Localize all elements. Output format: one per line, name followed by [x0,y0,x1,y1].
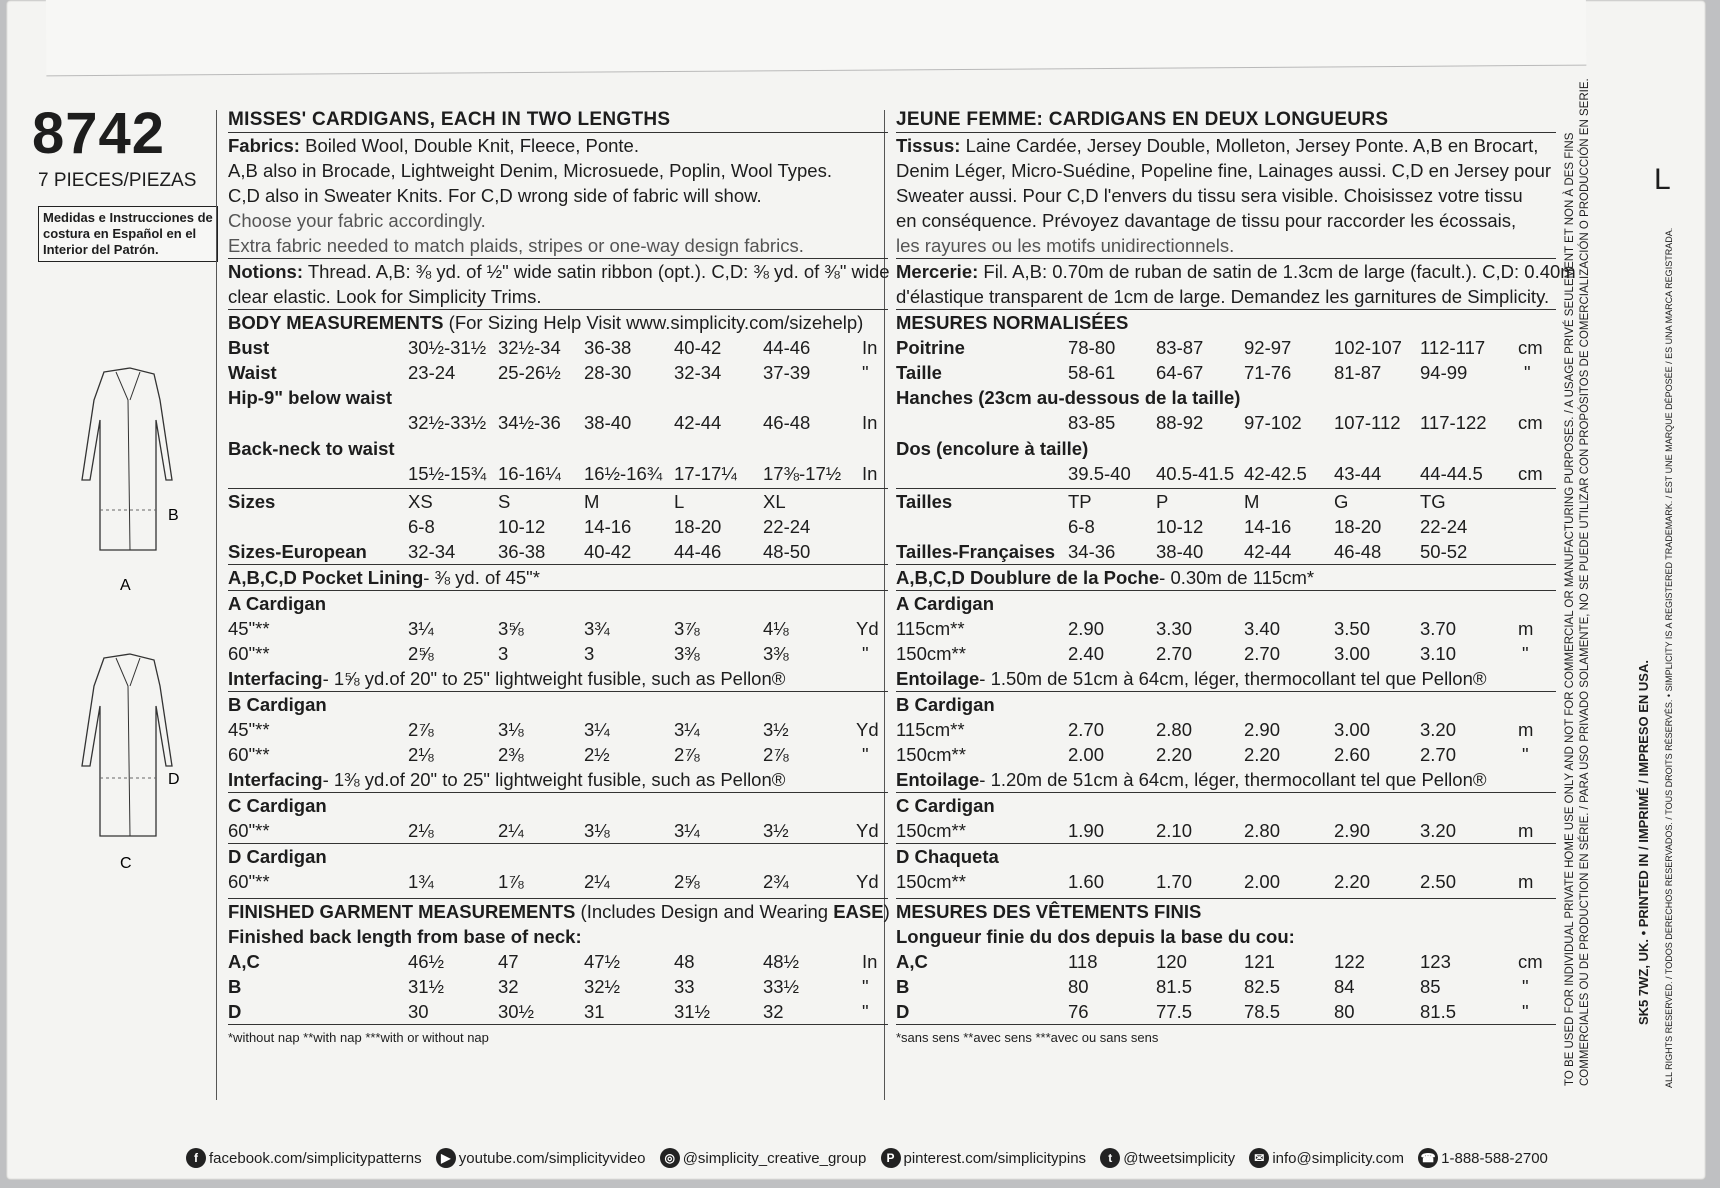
waist-row: Waist 23-24 25-26½ 28-30 32-34 37-39 " [228,362,869,383]
tissus-line-2: Denim Léger, Micro-Suédine, Popeline fine, Lainages aussi. C,D en Jersey pour [896,160,1552,181]
notions-line-1: Notions: Thread. A,B: ⅜ yd. of ½" wide satin ribbon (opt.). C,D: ⅜ yd. of ⅜" wide [228,261,890,282]
a-60-row: 60"** 2⅝ 3 3 3⅜ 3⅜ " [228,643,869,664]
tissus-line-5: les rayures ou les motifs unidirectionnels. [896,235,1235,256]
english-column [228,107,888,1050]
a-45-row: 45"** 3¼ 3⅝ 3¾ 3⅞ 4⅛ Yd [228,618,879,639]
fabrics-line-4: Choose your fabric accordingly. [228,210,486,231]
usage-notice-1: TO BE USED FOR INDIVIDUAL PRIVATE HOME USE ONLY AND NOT FOR COMMERCIAL OR MANUFACTURING PURPOSES. / A USAGE PRIVÉ SEULEMENT ET NON À DES FINS [1564,132,1576,1086]
sketch-label-c: C [120,855,132,872]
fr-a-150-row: 150cm** 2.40 2.70 2.70 3.00 3.10 " [896,643,1529,664]
tissus-line-4: en conséquence. Prévoyez davantage de tissu pour raccorder les écossais, [896,210,1517,231]
fr-finished-d-row: D 76 77.5 78.5 80 81.5 " [896,1001,1529,1022]
french-title: JEUNE FEMME: CARDIGANS EN DEUX LONGUEURS [896,109,1389,130]
dos-row: 39.5-40 40.5-41.5 42-42.5 43-44 44-44.5 cm [1068,463,1543,484]
fabrics-line-5: Extra fabric needed to match plaids, stripes or one-way design fabrics. [228,235,804,256]
fr-finished-b-row: B 80 81.5 82.5 84 85 " [896,976,1529,997]
dos-label: Dos (encolure à taille) [896,438,1089,459]
finis-heading: MESURES DES VÊTEMENTS FINIS [896,901,1202,922]
sizes-number-row: 6-8 10-12 14-16 18-20 22-24 [408,516,811,537]
email-icon: ✉ [1249,1148,1269,1168]
backneck-row: 15½-15¾ 16-16¼ 16½-16¾ 17-17¼ 17⅜-17½ In [408,463,878,484]
finished-measurements-heading: FINISHED GARMENT MEASUREMENTS (Includes Design and Wearing EASE) [228,901,890,922]
social-links [186,1148,1558,1168]
pocket-lining: A,B,C,D Pocket Lining- ⅜ yd. of 45"* [228,567,540,588]
fr-c-150-row: 150cm** 1.90 2.10 2.80 2.90 3.20 m [896,820,1534,841]
fr-b-entoilage: Entoilage- 1.20m de 51cm à 64cm, léger, thermocollant tel que Pellon® [896,769,1487,790]
facebook-link[interactable]: facebook.com/simplicitypatterns [209,1149,422,1167]
longueur-label: Longueur finie du dos depuis la base du cou: [896,926,1295,947]
d-cardigan-label: D Cardigan [228,846,327,867]
d-60-row: 60"** 1¾ 1⅞ 2¼ 2⅝ 2¾ Yd [228,871,879,892]
sketch-label-a: A [120,577,131,594]
tissus-line-3: Sweater aussi. Pour C,D l'envers du tissu sera visible. Choisissez votre tissu [896,185,1523,206]
rights-reserved: ALL RIGHTS RESERVED. / TODOS DERECHOS RESERVADOS. / TOUS DROITS RÉSERVÉS. • SIMPLICITY IS A REGISTERED TRADEMARK. / EST UNE MARQUE DÉPOSÉE / ES UNA MARCA REGISTRADA. [1664,227,1674,1088]
hanches-row: 83-85 88-92 97-102 107-112 117-122 cm [1068,412,1543,433]
b-60-row: 60"** 2⅛ 2⅜ 2½ 2⅞ 2⅞ " [228,744,869,765]
fr-b-150-row: 150cm** 2.00 2.20 2.20 2.60 2.70 " [896,744,1529,765]
size-letter: L [1654,163,1671,196]
twitter-icon: t [1100,1148,1120,1168]
sketch-label-d: D [168,771,180,788]
printed-in: SK5 7WZ, UK. • PRINTED IN / IMPRIMÉ / IMPRESO EN USA. [1636,660,1651,1025]
finished-ac-row: A,C 46½ 47 47½ 48 48½ In [228,951,878,972]
poitrine-row: Poitrine 78-80 83-87 92-97 102-107 112-117 cm [896,337,1543,358]
fr-c-cardigan-label: C Cardigan [896,795,995,816]
c-cardigan-label: C Cardigan [228,795,327,816]
sizes-european-row: Sizes-European 32-34 36-38 40-42 44-46 48-50 [228,541,811,562]
phone-icon: ☎ [1418,1148,1438,1168]
mesures-heading: MESURES NORMALISÉES [896,312,1129,333]
fr-b-115-row: 115cm** 2.70 2.80 2.90 3.00 3.20 m [896,719,1534,740]
english-title: MISSES' CARDIGANS, EACH IN TWO LENGTHS [228,109,671,130]
pattern-envelope-back [6,0,1706,1180]
sketch-label-b: B [168,507,179,524]
mercerie-line-2: d'élastique transparent de 1cm de large. Demandez les garnitures de Simplicity. [896,286,1550,307]
b-cardigan-label: B Cardigan [228,694,327,715]
youtube-icon: ▶ [436,1148,456,1168]
usage-notice-2: COMMERCIALES OU DE PRODUCTION EN SÉRIE. / PARA USO PRIVADO SOLAMENTE, NO SE PUEDE UTILIZAR CON PROPÓSITOS DE COMERCIALIZACIÓN O PRODUCCIÓN EN SERIE. [1579,78,1591,1086]
doublure-poche: A,B,C,D Doublure de la Poche- 0.30m de 115cm* [896,567,1315,588]
sizes-row: Sizes XS S M L XL [228,488,888,514]
sketch-views-c-d [56,646,196,876]
tailles-number-row: 6-8 10-12 14-16 18-20 22-24 [1068,516,1468,537]
fr-b-cardigan-label: B Cardigan [896,694,995,715]
b-45-row: 45"** 2⅞ 3⅛ 3¼ 3¼ 3½ Yd [228,719,879,740]
english-footnote: *without nap **with nap ***with or without nap [228,1030,489,1045]
pattern-number: 8742 [32,101,166,166]
fr-a-entoilage: Entoilage- 1.50m de 51cm à 64cm, léger, thermocollant tel que Pellon® [896,668,1487,689]
c-60-row: 60"** 2⅛ 2¼ 3⅛ 3¼ 3½ Yd [228,820,879,841]
fr-finished-ac-row: A,C 118 120 121 122 123 cm [896,951,1543,972]
fabrics-line-2: A,B also in Brocade, Lightweight Denim, Microsuede, Poplin, Wool Types. [228,160,832,181]
tissus-line-1: Tissus: Laine Cardée, Jersey Double, Molleton, Jersey Ponte. A,B en Brocart, [896,135,1539,156]
fr-a-cardigan-label: A Cardigan [896,593,994,614]
b-interfacing: Interfacing- 1⅜ yd.of 20" to 25" lightweight fusible, such as Pellon® [228,769,786,790]
backneck-label: Back-neck to waist [228,438,395,459]
column-divider-left [216,110,217,1100]
spanish-instructions-note: Medidas e Instrucciones de costura en Español en el Interior del Patrón. [38,206,218,262]
envelope-flap [46,0,1587,76]
twitter-link[interactable]: @tweetsimplicity [1123,1149,1236,1167]
body-measurements-heading: BODY MEASUREMENTS (For Sizing Help Visit www.simplicity.com/sizehelp) [228,312,864,333]
fr-a-115-row: 115cm** 2.90 3.30 3.40 3.50 3.70 m [896,618,1534,639]
taille-row: Taille 58-61 64-67 71-76 81-87 94-99 " [896,362,1531,383]
fr-d-chaqueta-label: D Chaqueta [896,846,999,867]
a-cardigan-label: A Cardigan [228,593,326,614]
a-interfacing: Interfacing- 1⅝ yd.of 20" to 25" lightweight fusible, such as Pellon® [228,668,786,689]
back-length-label: Finished back length from base of neck: [228,926,582,947]
pieces-count: 7 PIECES/PIEZAS [38,170,197,191]
tailles-row: Tailles TP P M G TG [896,488,1556,514]
sketch-views-a-b [56,360,196,600]
finished-b-row: B 31½ 32 32½ 33 33½ " [228,976,869,997]
hip-label: Hip-9" below waist [228,387,392,408]
bust-row: Bust 30½-31½ 32½-34 36-38 40-42 44-46 In [228,337,878,358]
instagram-link[interactable]: @simplicity_creative_group [682,1149,867,1167]
fabrics-line-1: Fabrics: Boiled Wool, Double Knit, Fleece, Ponte. [228,135,639,156]
facebook-icon: f [186,1148,206,1168]
tailles-francaises-row: Tailles-Françaises 34-36 38-40 42-44 46-48 50-52 [896,541,1468,562]
instagram-icon: ◎ [660,1148,680,1168]
email-link[interactable]: info@simplicity.com [1272,1149,1404,1167]
pinterest-link[interactable]: pinterest.com/simplicitypins [903,1149,1087,1167]
hip-row: 32½-33½ 34½-36 38-40 42-44 46-48 In [408,412,878,433]
hanches-label: Hanches (23cm au-dessous de la taille) [896,387,1241,408]
mercerie-line-1: Mercerie: Fil. A,B: 0.70m de ruban de satin de 1.3cm de large (facult.). C,D: 0.40m [896,261,1576,282]
french-footnote: *sans sens **avec sens ***avec ou sans sens [896,1030,1159,1045]
phone-number[interactable]: 1-888-588-2700 [1441,1149,1548,1167]
youtube-link[interactable]: youtube.com/simplicityvideo [458,1149,646,1167]
fabrics-line-3: C,D also in Sweater Knits. For C,D wrong side of fabric will show. [228,185,762,206]
notions-line-2: clear elastic. Look for Simplicity Trims. [228,286,542,307]
pinterest-icon: P [881,1148,901,1168]
finished-d-row: D 30 30½ 31 31½ 32 " [228,1001,869,1022]
fr-d-150-row: 150cm** 1.60 1.70 2.00 2.20 2.50 m [896,871,1534,892]
